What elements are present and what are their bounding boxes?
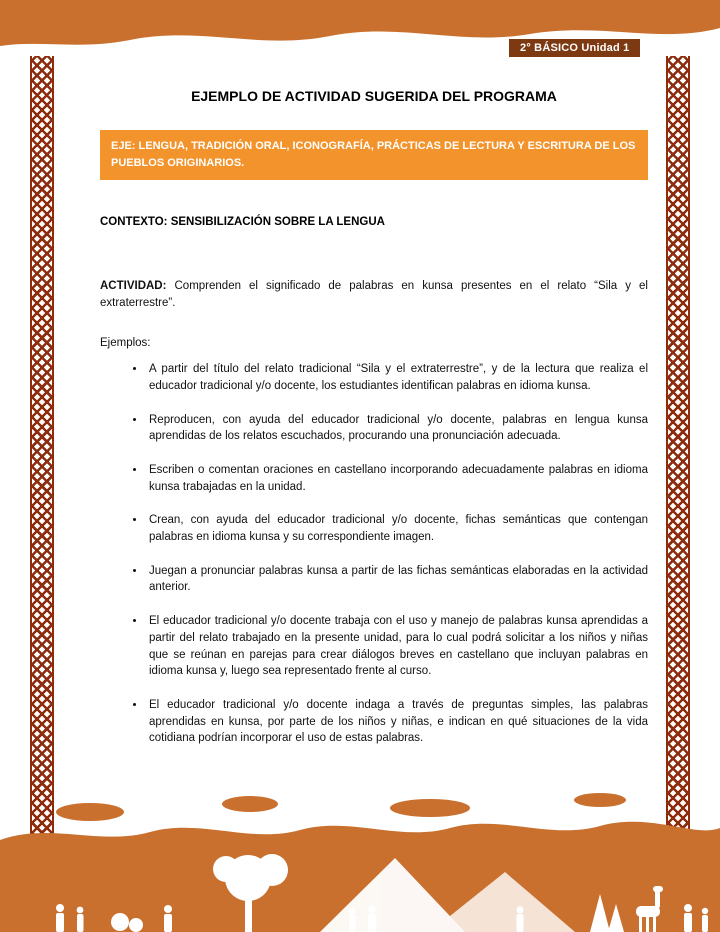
page-title: EJEMPLO DE ACTIVIDAD SUGERIDA DEL PROGRAMA — [191, 88, 557, 104]
top-wave-band — [0, 0, 720, 70]
activity-label: ACTIVIDAD: — [100, 280, 167, 293]
example-bullet-item: • El educador tradicional y/o docente indaga a través de preguntas simples, las palabras aprendidas en kunsa, por parte de los niños y niñas, e indican en qué situaciones de la vida cotidiana podrían incorporar el uso de estas palabras. — [146, 697, 648, 747]
activity-text: Comprenden el significado de palabras en kunsa presentes en el relato “Sila y el extraterrestre”. — [100, 280, 648, 309]
example-bullet-item: • Reproducen, con ayuda del educador tradicional y/o docente, palabras en lengua kunsa aprendidas de los relatos escuchados, procurando una pronunciación adecuada. — [146, 412, 648, 445]
example-bullet-item: • Juegan a pronunciar palabras kunsa a partir de las fichas semánticas elaboradas en la actividad anterior. — [146, 563, 648, 596]
example-bullet-item: • El educador tradicional y/o docente trabaja con el uso y manejo de palabras kunsa aprendidas a partir del relato trabajado en la presente unidad, para lo cual podrá solicitar a los niños y niñas que se reúnan en parejas para crear diálogos breves en castellano que incluyan palabras en idioma kunsa y, luego sea representado frente al curso. — [146, 613, 648, 680]
example-bullet-item: • Crean, con ayuda del educador tradicional y/o docente, fichas semánticas que contengan palabras en idioma kunsa y su correspondiente imagen. — [146, 512, 648, 545]
activity-paragraph — [100, 278, 648, 311]
footer-illustration — [0, 782, 720, 932]
eje-banner: EJE: LENGUA, TRADICIÓN ORAL, ICONOGRAFÍA, PRÁCTICAS DE LECTURA Y ESCRITURA DE LOS PUEBLOS ORIGINARIOS. — [100, 130, 648, 180]
unit-badge: 2° BÁSICO Unidad 1 — [508, 38, 641, 58]
examples-list — [100, 361, 648, 746]
decorative-border-left — [30, 56, 54, 874]
document-content — [100, 62, 648, 764]
decorative-border-right — [666, 56, 690, 874]
ejemplos-label: Ejemplos: — [100, 337, 151, 350]
example-bullet-item: • Escriben o comentan oraciones en castellano incorporando adecuadamente palabras en idioma kunsa trabajadas en la unidad. — [146, 462, 648, 495]
contexto-heading: CONTEXTO: SENSIBILIZACIÓN SOBRE LA LENGUA — [100, 216, 385, 229]
example-bullet-item: • A partir del título del relato tradicional “Sila y el extraterrestre”, y de la lectura que realiza el educador tradicional y/o docente, los estudiantes identifican palabras en idioma kunsa. — [146, 361, 648, 394]
